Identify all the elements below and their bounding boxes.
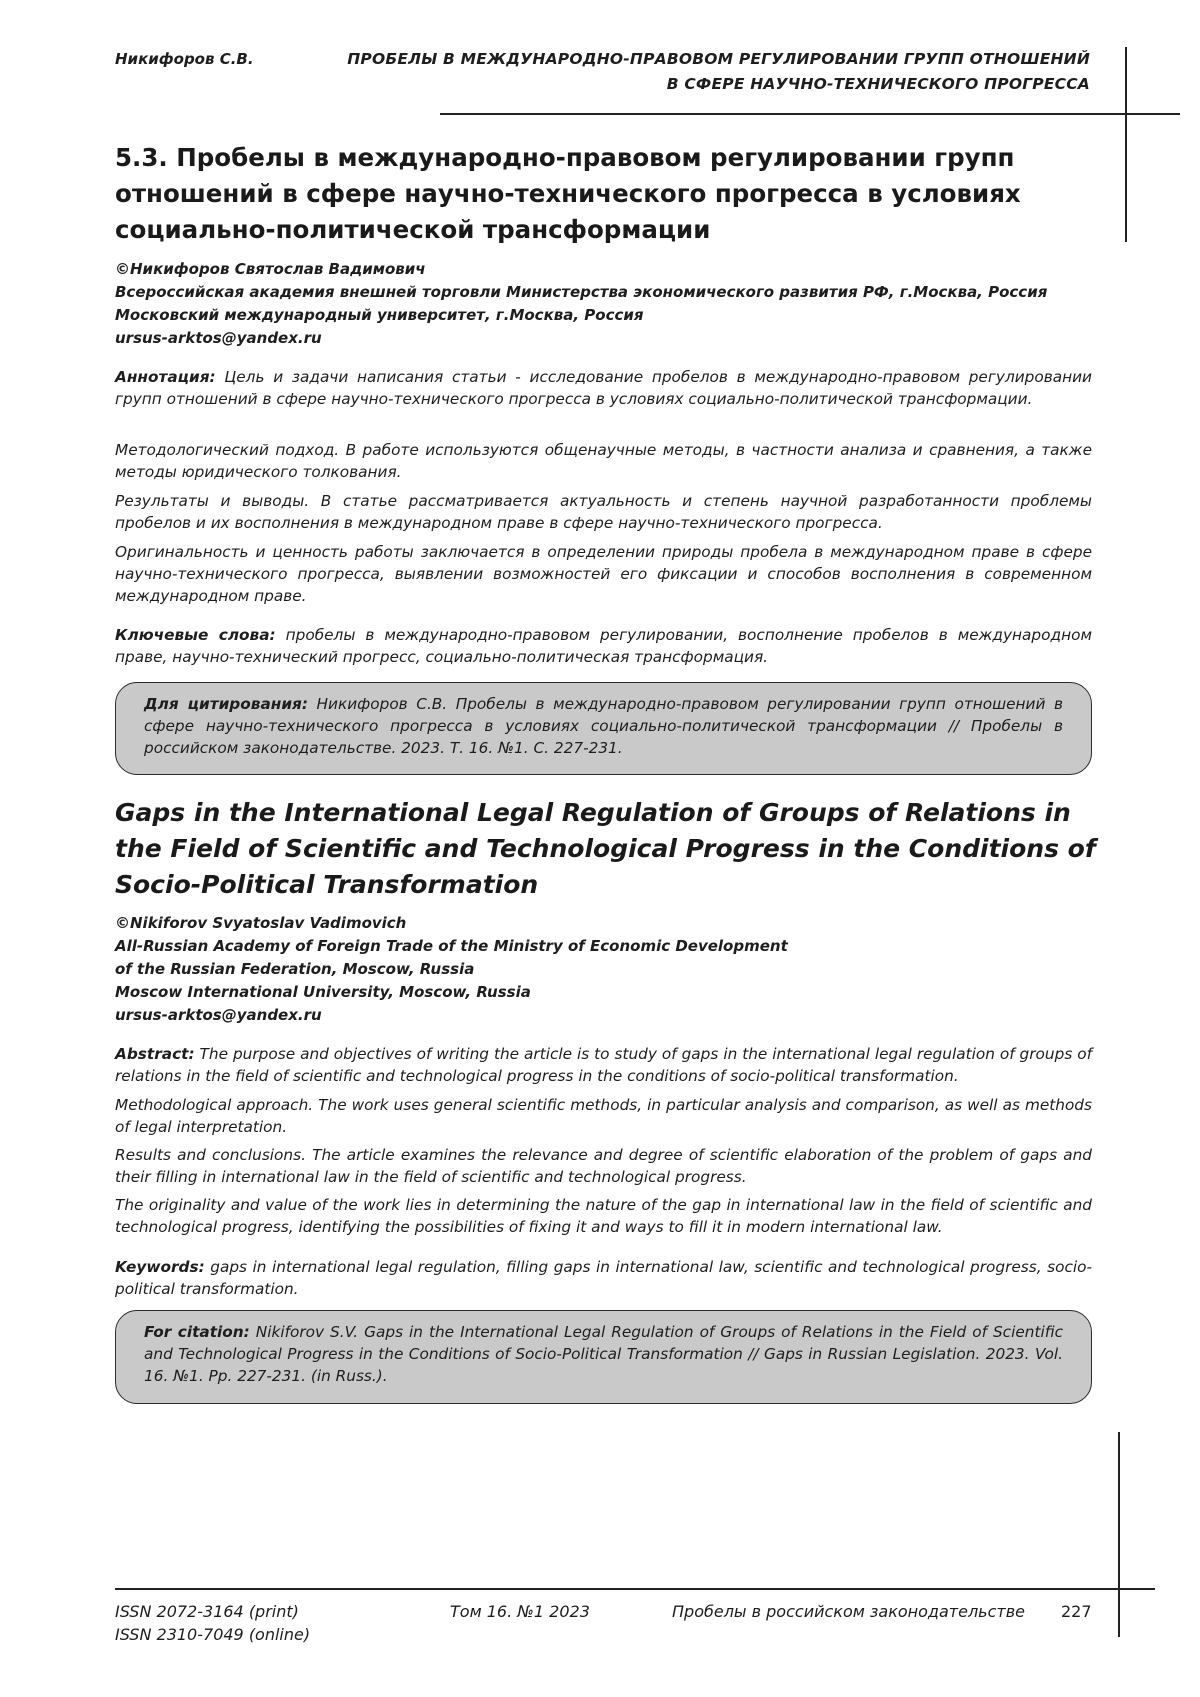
affiliation-en-2: Moscow International University, Moscow, Russia — [115, 983, 531, 1001]
results-ru: Результаты и выводы. В статье рассматривается актуальность и степень научной разработанности проблемы пробелов и их восполнения в международном праве в сфере научно-технического прогресса. — [115, 492, 1092, 532]
originality-ru: Оригинальность и ценность работы заключается в определении природы пробела в международном праве в сфере научно-технического прогресса, выявлении возможностей его фиксации и способов восполнения в современном международном праве. — [115, 543, 1092, 605]
keywords-label-ru: Ключевые слова: — [115, 626, 276, 644]
running-head-author: Никифоров С.В. — [115, 50, 254, 68]
keywords-en — [115, 1256, 1092, 1300]
citation-label-en: For citation: — [144, 1323, 250, 1341]
header-rule-vertical — [1125, 47, 1127, 242]
author-email-ru: ursus-arktos@yandex.ru — [115, 329, 322, 347]
affiliation-ru-2: Московский международный университет, г.Москва, Россия — [115, 306, 644, 324]
header-rule-horizontal — [440, 113, 1180, 115]
annotation-label: Аннотация: — [115, 368, 216, 386]
footer-journal-name: Пробелы в российском законодательстве — [672, 1602, 1025, 1621]
author-name-en: ©Nikiforov Svyatoslav Vadimovich — [115, 914, 407, 932]
keywords-text-ru: пробелы в международно-правовом регулировании, восполнение пробелов в международном праве, научно-технический прогресс, социально-политическая трансформация. — [115, 626, 1092, 666]
citation-box-en — [115, 1310, 1092, 1404]
footer-volume: Том 16. №1 2023 — [450, 1602, 590, 1621]
page-number: 227 — [1061, 1602, 1092, 1621]
footer-rule-vertical — [1118, 1432, 1120, 1637]
article-title-ru: 5.3. Пробелы в международно-правовом регулировании групп отношений в сфере научно-технического прогресса в условиях социально-политической трансформации — [115, 143, 1021, 244]
citation-text-en: Nikiforov S.V. Gaps in the International Legal Regulation of Groups of Relations in the Field of Scientific and Technological Progress in the Conditions of Socio-Political Transformation // Gaps in Russian Legislation. 2023. Vol. 16. №1. Pp. 227-231. (in Russ.). — [144, 1323, 1063, 1385]
citation-label-ru: Для цитирования: — [144, 695, 308, 713]
footer-rule-horizontal — [115, 1588, 1155, 1590]
author-email-en: ursus-arktos@yandex.ru — [115, 1006, 322, 1024]
method-en: Methodological approach. The work uses general scientific methods, in particular analysis and comparison, as well as methods of legal interpretation. — [115, 1096, 1092, 1136]
citation-text-ru: Никифоров С.В. Пробелы в международно-правовом регулировании групп отношений в сфере научно-технического прогресса в условиях социально-политической трансформации // Пробелы в российском законодательстве. 2023. Т. 16. №1. С. 227-231. — [144, 695, 1063, 757]
running-head-title-line1: ПРОБЕЛЫ В МЕЖДУНАРОДНО-ПРАВОВОМ РЕГУЛИРОВАНИИ ГРУПП ОТНОШЕНИЙ — [347, 50, 1090, 68]
abstract-en — [115, 1043, 1092, 1087]
affiliation-ru-1: Всероссийская академия внешней торговли Министерства экономического развития РФ, г.Москва, Россия — [115, 283, 1048, 301]
issn-print: ISSN 2072-3164 (print) — [115, 1602, 299, 1621]
abstract-text: The purpose and objectives of writing the article is to study of gaps in the international legal regulation of groups of relations in the field of scientific and technological progress in the conditions of socio-political transformation. — [115, 1045, 1092, 1085]
originality-en: The originality and value of the work lies in determining the nature of the gap in international law in the field of scientific and technological progress, identifying the possibilities of fixing it and ways to fill it in modern international law. — [115, 1196, 1092, 1236]
keywords-text-en: gaps in international legal regulation, filling gaps in international law, scientific and technological progress, socio-political transformation. — [115, 1258, 1092, 1298]
abstract-label: Abstract: — [115, 1045, 195, 1063]
results-en: Results and conclusions. The article examines the relevance and degree of scientific elaboration of the problem of gaps and their filling in international law in the field of scientific and technological progress. — [115, 1146, 1092, 1186]
author-name-ru: ©Никифоров Святослав Вадимович — [115, 260, 426, 278]
running-head-title — [330, 47, 1090, 97]
footer-issn — [115, 1600, 310, 1646]
citation-box-ru — [115, 682, 1092, 775]
method-ru: Методологический подход. В работе используются общенаучные методы, в частности анализа и сравнения, а также методы юридического толкования. — [115, 441, 1092, 481]
annotation-ru — [115, 366, 1092, 410]
annotation-text: Цель и задачи написания статьи - исследование пробелов в международно-правовом регулировании групп отношений в сфере научно-технического прогресса в условиях социально-политической трансформации. — [115, 368, 1092, 408]
issn-online: ISSN 2310-7049 (online) — [115, 1625, 311, 1644]
running-head-title-line2: В СФЕРЕ НАУЧНО-ТЕХНИЧЕСКОГО ПРОГРЕССА — [666, 75, 1090, 93]
keywords-ru — [115, 624, 1092, 668]
keywords-label-en: Keywords: — [115, 1258, 205, 1276]
affiliation-en-1b: of the Russian Federation, Moscow, Russia — [115, 960, 475, 978]
affiliation-en-1a: All-Russian Academy of Foreign Trade of the Ministry of Economic Development — [115, 937, 788, 955]
article-title-en: Gaps in the International Legal Regulation of Groups of Relations in the Field of Scientific and Technological Progress in the Conditions of Socio-Political Transformation — [115, 798, 1096, 899]
